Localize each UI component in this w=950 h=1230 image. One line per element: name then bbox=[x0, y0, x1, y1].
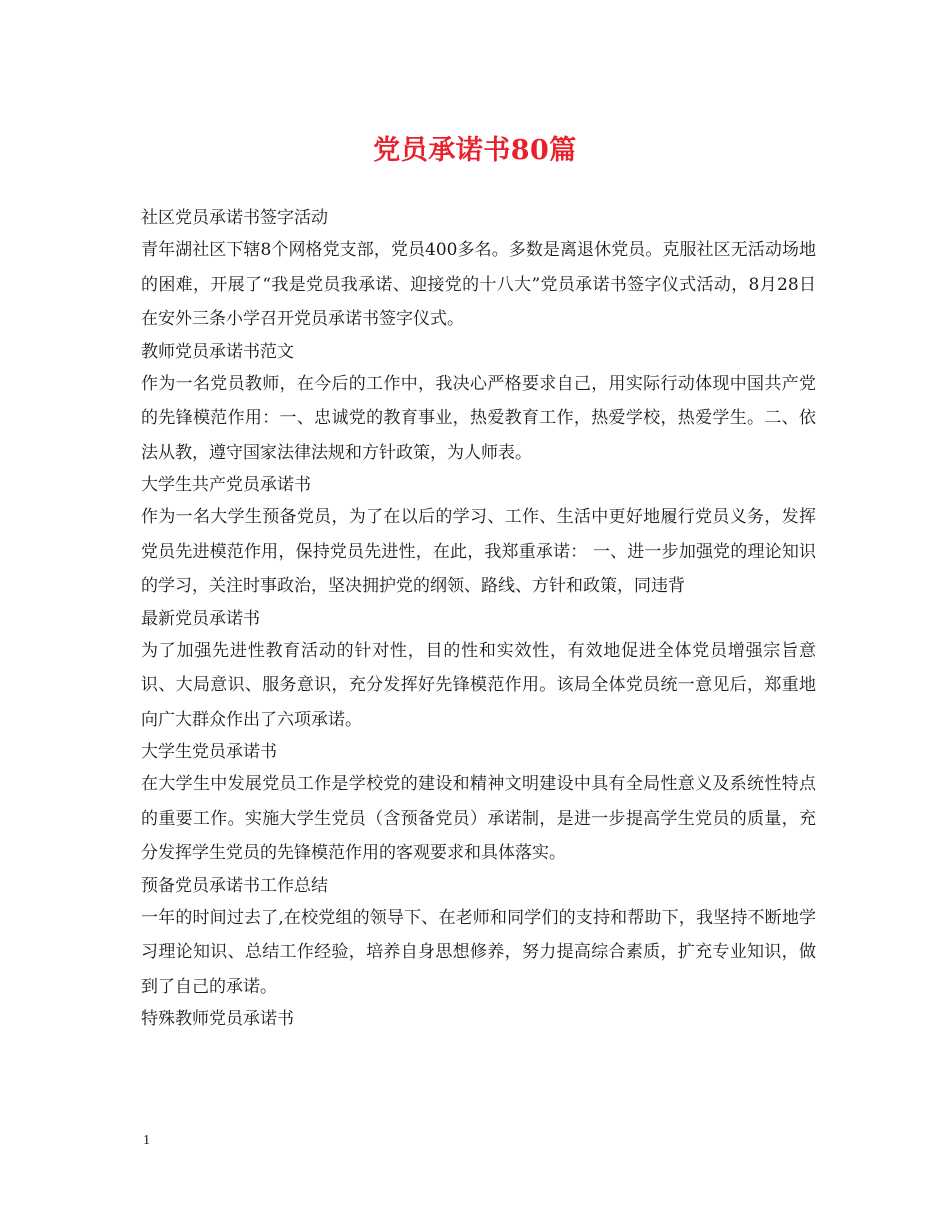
section-body: 一年的时间过去了,在校党组的领导下、在老师和同学们的支持和帮助下，我坚持不断地学习理论知识、总结工作经验，培养自身思想修养，努力提高综合素质，扩充专业知识，做到了自己的承诺。 bbox=[141, 907, 816, 997]
document-title: 党员承诺书80篇 bbox=[373, 135, 577, 166]
section-heading: 最新党员承诺书 bbox=[141, 608, 260, 629]
document-content bbox=[141, 203, 816, 1034]
section bbox=[141, 203, 816, 337]
section-heading: 教师党员承诺书范文 bbox=[141, 341, 294, 362]
section bbox=[141, 1004, 816, 1034]
section bbox=[141, 337, 816, 471]
section-body: 作为一名党员教师，在今后的工作中，我决心严格要求自己，用实际行动体现中国共产党的先锋模范作用：一、忠诚党的教育事业，热爱教育工作，热爱学校，热爱学生。二、依法从教，遵守国家法律法规和方针政策，为人师表。 bbox=[141, 373, 816, 463]
section bbox=[141, 604, 816, 738]
section-body: 作为一名大学生预备党员，为了在以后的学习、工作、生活中更好地履行党员义务，发挥党员先进模范作用，保持党员先进性，在此，我郑重承诺： 一、进一步加强党的理论知识的学习，关注时事政治，坚决拥护党的纲领、路线、方针和政策，同违背 bbox=[141, 507, 816, 596]
page-number: 1 bbox=[143, 1133, 150, 1148]
section-body: 在大学生中发展党员工作是学校党的建设和精神文明建设中具有全局性意义及系统性特点的重要工作。实施大学生党员（含预备党员）承诺制，是进一步提高学生党员的质量，充分发挥学生党员的先锋模范作用的客观要求和具体落实。 bbox=[141, 774, 816, 863]
section-heading: 大学生共产党员承诺书 bbox=[141, 475, 311, 495]
section bbox=[141, 470, 816, 604]
section-heading: 预备党员承诺书工作总结 bbox=[141, 875, 328, 896]
section-body: 为了加强先进性教育活动的针对性，目的性和实效性，有效地促进全体党员增强宗旨意识、大局意识、服务意识，充分发挥好先锋模范作用。该局全体党员统一意见后，郑重地向广大群众作出了六项承诺。 bbox=[141, 640, 816, 730]
section-body: 青年湖社区下辖8个网格党支部，党员400多名。多数是离退休党员。克服社区无活动场地的困难，开展了“我是党员我承诺、迎接党的十八大”党员承诺书签字仪式活动，8月28日在安外三条小学召开党员承诺书签字仪式。 bbox=[141, 240, 816, 329]
section-heading: 社区党员承诺书签字活动 bbox=[141, 208, 328, 228]
section bbox=[141, 871, 816, 1005]
section bbox=[141, 737, 816, 871]
section-heading: 大学生党员承诺书 bbox=[141, 742, 277, 762]
section-heading: 特殊教师党员承诺书 bbox=[141, 1009, 294, 1029]
